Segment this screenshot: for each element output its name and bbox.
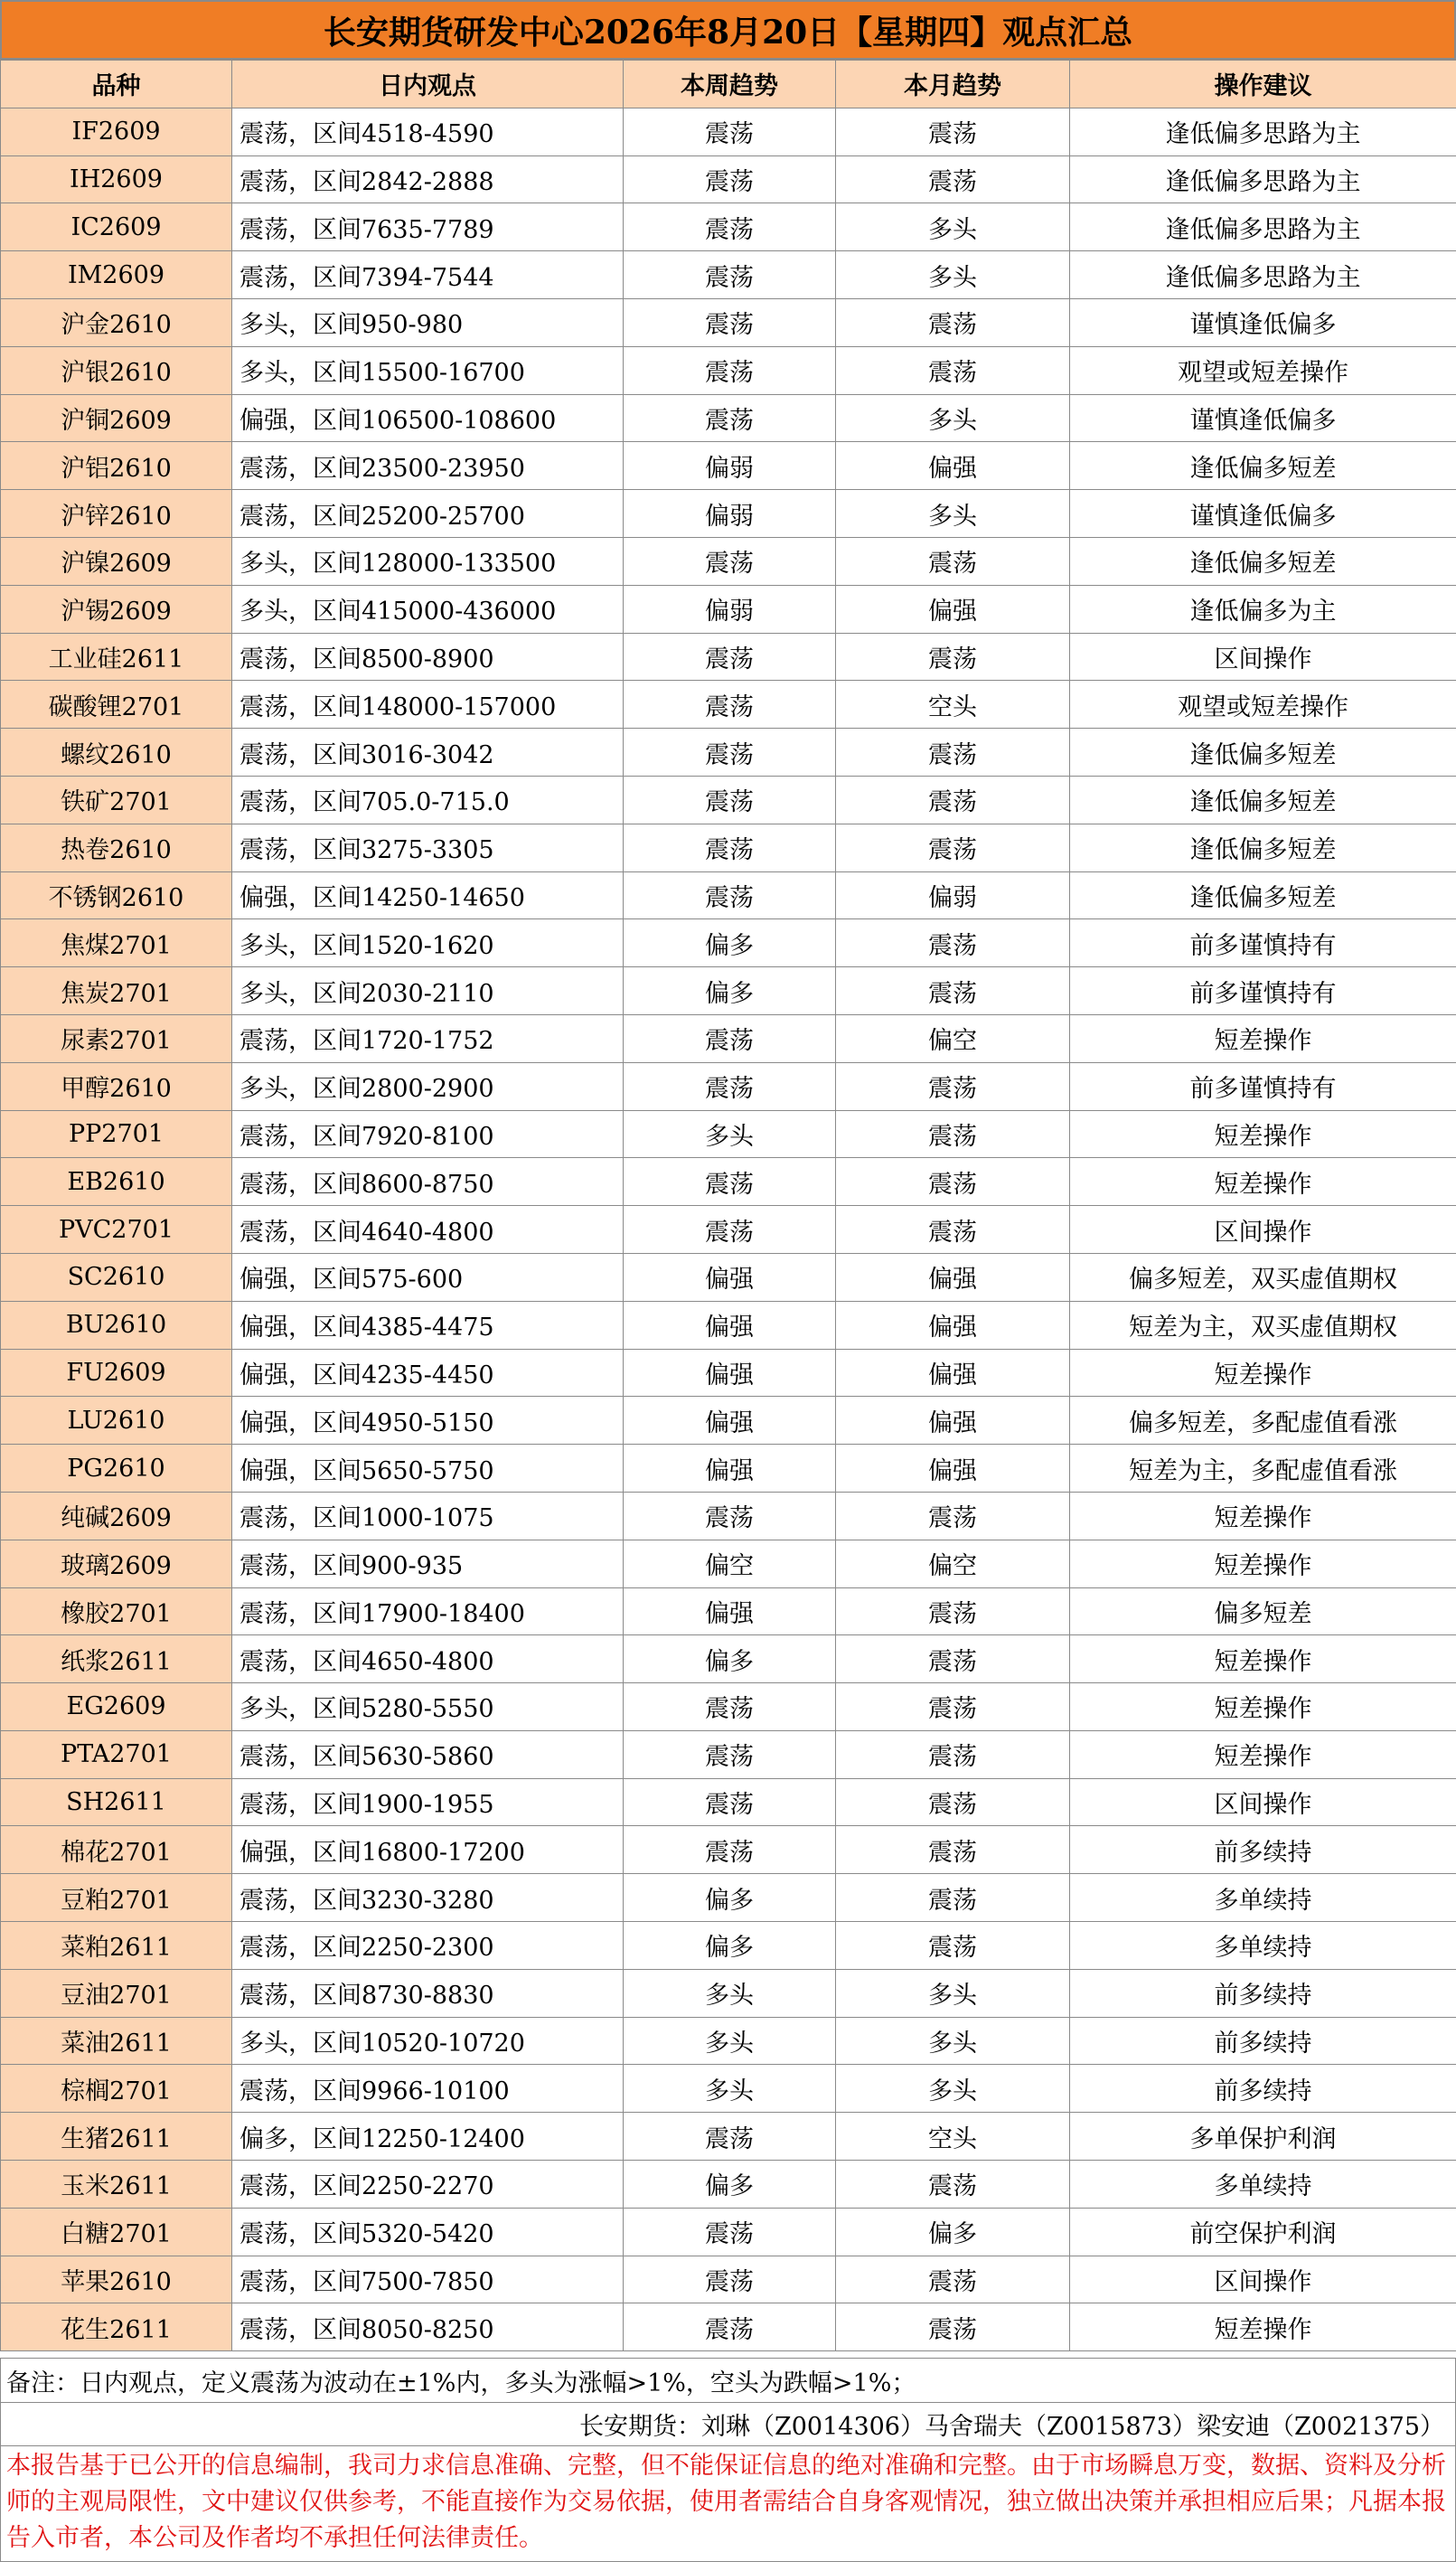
row-weekly-trend: 多头 [624,1969,836,2017]
row-intraday-view: 震荡，区间8500-8900 [232,633,624,681]
row-weekly-trend: 震荡 [624,203,836,251]
table-row [1,824,1456,871]
table-row [1,108,1456,155]
row-monthly-trend: 多头 [836,251,1070,299]
row-advice: 短差操作 [1070,1492,1456,1540]
row-intraday-view: 震荡，区间7635-7789 [232,203,624,251]
table-row [1,633,1456,681]
row-intraday-view: 震荡，区间2842-2888 [232,155,624,203]
row-variety: 棕榈2701 [1,2065,232,2113]
row-advice: 前多谨慎持有 [1070,919,1456,967]
row-advice: 区间操作 [1070,633,1456,681]
table-row [1,919,1456,967]
row-intraday-view: 震荡，区间4650-4800 [232,1635,624,1683]
row-monthly-trend: 震荡 [836,1492,1070,1540]
row-monthly-trend: 偏强 [836,442,1070,490]
row-advice: 前多谨慎持有 [1070,967,1456,1015]
row-advice: 短差操作 [1070,1635,1456,1683]
row-variety: 玻璃2609 [1,1540,232,1587]
row-advice: 多单续持 [1070,2161,1456,2209]
row-weekly-trend: 偏强 [624,1253,836,1301]
row-variety: 碳酸锂2701 [1,681,232,729]
row-intraday-view: 震荡，区间3275-3305 [232,824,624,871]
row-weekly-trend: 震荡 [624,298,836,346]
row-advice: 逢低偏多为主 [1070,585,1456,633]
row-monthly-trend: 震荡 [836,1062,1070,1110]
table-row [1,1587,1456,1635]
row-advice: 前空保护利润 [1070,2208,1456,2256]
row-monthly-trend: 偏强 [836,1445,1070,1493]
row-monthly-trend: 空头 [836,681,1070,729]
table-row [1,585,1456,633]
row-variety: 甲醇2610 [1,1062,232,1110]
row-weekly-trend: 震荡 [624,1206,836,1254]
row-weekly-trend: 偏强 [624,1349,836,1397]
table-row [1,2303,1456,2351]
row-intraday-view: 震荡，区间9966-10100 [232,2065,624,2113]
row-variety: 棉花2701 [1,1826,232,1874]
row-variety: 热卷2610 [1,824,232,871]
row-weekly-trend: 偏多 [624,1874,836,1922]
row-intraday-view: 震荡，区间7394-7544 [232,251,624,299]
row-variety: PP2701 [1,1110,232,1158]
row-intraday-view: 震荡，区间7500-7850 [232,2256,624,2303]
row-variety: 不锈钢2610 [1,871,232,919]
row-intraday-view: 震荡，区间23500-23950 [232,442,624,490]
row-monthly-trend: 震荡 [836,2303,1070,2351]
row-variety: 菜油2611 [1,2017,232,2065]
row-variety: EB2610 [1,1158,232,1206]
row-variety: SH2611 [1,1778,232,1826]
row-weekly-trend: 震荡 [624,2256,836,2303]
row-monthly-trend: 震荡 [836,1730,1070,1778]
row-monthly-trend: 震荡 [836,776,1070,824]
row-weekly-trend: 震荡 [624,1062,836,1110]
row-advice: 偏多短差，双买虚值期权 [1070,1253,1456,1301]
row-advice: 谨慎逢低偏多 [1070,298,1456,346]
row-intraday-view: 震荡，区间1900-1955 [232,1778,624,1826]
row-monthly-trend: 多头 [836,490,1070,538]
row-weekly-trend: 偏强 [624,1445,836,1493]
table-row [1,1778,1456,1826]
row-monthly-trend: 偏弱 [836,871,1070,919]
row-variety: PVC2701 [1,1206,232,1254]
row-advice: 偏多短差，多配虚值看涨 [1070,1397,1456,1445]
table-row [1,2113,1456,2161]
row-advice: 前多续持 [1070,1969,1456,2017]
table-row [1,1635,1456,1683]
row-intraday-view: 震荡，区间1000-1075 [232,1492,624,1540]
row-advice: 前多续持 [1070,2017,1456,2065]
row-monthly-trend: 震荡 [836,919,1070,967]
row-variety: 豆油2701 [1,1969,232,2017]
row-advice: 逢低偏多短差 [1070,729,1456,777]
row-weekly-trend: 震荡 [624,871,836,919]
table-row [1,1445,1456,1493]
row-weekly-trend: 多头 [624,1110,836,1158]
row-monthly-trend: 震荡 [836,1635,1070,1683]
row-variety: IM2609 [1,251,232,299]
row-variety: 花生2611 [1,2303,232,2351]
row-advice: 逢低偏多思路为主 [1070,203,1456,251]
row-intraday-view: 多头，区间2800-2900 [232,1062,624,1110]
row-advice: 谨慎逢低偏多 [1070,394,1456,442]
table-row [1,871,1456,919]
row-advice: 逢低偏多思路为主 [1070,251,1456,299]
row-intraday-view: 偏强，区间4235-4450 [232,1349,624,1397]
row-intraday-view: 震荡，区间705.0-715.0 [232,776,624,824]
table-row [1,1922,1456,1970]
row-variety: 玉米2611 [1,2161,232,2209]
row-monthly-trend: 震荡 [836,155,1070,203]
row-weekly-trend: 震荡 [624,1014,836,1062]
row-weekly-trend: 多头 [624,2017,836,2065]
row-monthly-trend: 多头 [836,2065,1070,2113]
header-intraday-view: 日内观点 [232,61,624,108]
row-advice: 短差操作 [1070,1110,1456,1158]
row-variety: 白糖2701 [1,2208,232,2256]
row-weekly-trend: 震荡 [624,537,836,585]
row-weekly-trend: 偏强 [624,1587,836,1635]
row-monthly-trend: 震荡 [836,1683,1070,1731]
row-intraday-view: 震荡，区间900-935 [232,1540,624,1587]
row-monthly-trend: 震荡 [836,537,1070,585]
table-row [1,1206,1456,1254]
row-advice: 逢低偏多短差 [1070,824,1456,871]
row-weekly-trend: 震荡 [624,2303,836,2351]
row-advice: 多单续持 [1070,1922,1456,1970]
row-advice: 短差操作 [1070,1349,1456,1397]
row-weekly-trend: 震荡 [624,108,836,155]
row-variety: 橡胶2701 [1,1587,232,1635]
table-row [1,967,1456,1015]
row-weekly-trend: 震荡 [624,251,836,299]
row-intraday-view: 多头，区间10520-10720 [232,2017,624,2065]
row-weekly-trend: 震荡 [624,633,836,681]
row-monthly-trend: 偏强 [836,1397,1070,1445]
row-intraday-view: 震荡，区间7920-8100 [232,1110,624,1158]
row-weekly-trend: 震荡 [624,824,836,871]
row-advice: 观望或短差操作 [1070,681,1456,729]
table-row [1,251,1456,299]
row-weekly-trend: 震荡 [624,1826,836,1874]
row-weekly-trend: 偏多 [624,919,836,967]
row-intraday-view: 震荡，区间17900-18400 [232,1587,624,1635]
table-row [1,1110,1456,1158]
row-variety: 工业硅2611 [1,633,232,681]
row-intraday-view: 震荡，区间1720-1752 [232,1014,624,1062]
row-advice: 短差操作 [1070,1014,1456,1062]
table-row [1,1492,1456,1540]
row-monthly-trend: 震荡 [836,1206,1070,1254]
row-intraday-view: 偏强，区间4950-5150 [232,1397,624,1445]
table-row [1,346,1456,394]
table-row [1,681,1456,729]
row-weekly-trend: 偏弱 [624,585,836,633]
header-weekly-trend: 本周趋势 [624,61,836,108]
row-weekly-trend: 震荡 [624,1683,836,1731]
row-weekly-trend: 震荡 [624,394,836,442]
table-row [1,1062,1456,1110]
row-weekly-trend: 偏多 [624,2161,836,2209]
table-row [1,2017,1456,2065]
row-intraday-view: 震荡，区间8730-8830 [232,1969,624,2017]
row-advice: 短差操作 [1070,1683,1456,1731]
table-row [1,394,1456,442]
row-monthly-trend: 多头 [836,394,1070,442]
row-advice: 偏多短差 [1070,1587,1456,1635]
row-monthly-trend: 震荡 [836,633,1070,681]
row-monthly-trend: 震荡 [836,2161,1070,2209]
row-variety: IC2609 [1,203,232,251]
table-row [1,1158,1456,1206]
row-advice: 逢低偏多短差 [1070,537,1456,585]
row-variety: PG2610 [1,1445,232,1493]
row-weekly-trend: 偏强 [624,1397,836,1445]
row-intraday-view: 震荡，区间25200-25700 [232,490,624,538]
row-monthly-trend: 震荡 [836,1778,1070,1826]
row-variety: 沪锡2609 [1,585,232,633]
row-weekly-trend: 震荡 [624,776,836,824]
row-variety: 铁矿2701 [1,776,232,824]
row-monthly-trend: 震荡 [836,346,1070,394]
outlook-table [0,60,1456,2351]
row-intraday-view: 震荡，区间2250-2300 [232,1922,624,1970]
row-intraday-view: 多头，区间5280-5550 [232,1683,624,1731]
row-intraday-view: 偏强，区间5650-5750 [232,1445,624,1493]
table-row [1,776,1456,824]
row-monthly-trend: 空头 [836,2113,1070,2161]
row-advice: 逢低偏多思路为主 [1070,155,1456,203]
row-advice: 短差操作 [1070,2303,1456,2351]
header-variety: 品种 [1,61,232,108]
header-monthly-trend: 本月趋势 [836,61,1070,108]
table-row [1,729,1456,777]
row-monthly-trend: 震荡 [836,2256,1070,2303]
row-intraday-view: 多头，区间950-980 [232,298,624,346]
row-variety: 沪银2610 [1,346,232,394]
table-row [1,203,1456,251]
row-intraday-view: 偏强，区间16800-17200 [232,1826,624,1874]
table-row [1,1253,1456,1301]
row-advice: 短差操作 [1070,1158,1456,1206]
row-monthly-trend: 震荡 [836,967,1070,1015]
table-row [1,2256,1456,2303]
row-variety: 苹果2610 [1,2256,232,2303]
row-advice: 逢低偏多思路为主 [1070,108,1456,155]
row-variety: 沪铜2609 [1,394,232,442]
row-weekly-trend: 偏弱 [624,490,836,538]
row-intraday-view: 震荡，区间3230-3280 [232,1874,624,1922]
row-weekly-trend: 震荡 [624,155,836,203]
row-advice: 短差为主，多配虚值看涨 [1070,1445,1456,1493]
row-variety: 沪铝2610 [1,442,232,490]
row-weekly-trend: 偏弱 [624,442,836,490]
row-intraday-view: 震荡，区间148000-157000 [232,681,624,729]
row-weekly-trend: 震荡 [624,1730,836,1778]
table-row [1,1397,1456,1445]
row-weekly-trend: 偏多 [624,1635,836,1683]
row-intraday-view: 震荡，区间4518-4590 [232,108,624,155]
row-intraday-view: 偏强，区间575-600 [232,1253,624,1301]
row-advice: 区间操作 [1070,1206,1456,1254]
row-variety: EG2609 [1,1683,232,1731]
row-intraday-view: 震荡，区间2250-2270 [232,2161,624,2209]
row-advice: 观望或短差操作 [1070,346,1456,394]
row-variety: 纸浆2611 [1,1635,232,1683]
row-variety: BU2610 [1,1301,232,1349]
table-row [1,2161,1456,2209]
row-advice: 区间操作 [1070,2256,1456,2303]
row-intraday-view: 震荡，区间8600-8750 [232,1158,624,1206]
row-monthly-trend: 偏强 [836,1349,1070,1397]
row-monthly-trend: 偏强 [836,1253,1070,1301]
row-monthly-trend: 偏强 [836,585,1070,633]
row-variety: 焦煤2701 [1,919,232,967]
row-variety: FU2609 [1,1349,232,1397]
row-weekly-trend: 震荡 [624,1158,836,1206]
row-weekly-trend: 偏多 [624,1922,836,1970]
row-monthly-trend: 震荡 [836,108,1070,155]
row-advice: 逢低偏多短差 [1070,871,1456,919]
row-weekly-trend: 震荡 [624,1492,836,1540]
row-weekly-trend: 震荡 [624,346,836,394]
row-intraday-view: 震荡，区间5630-5860 [232,1730,624,1778]
table-row [1,1969,1456,2017]
table-row [1,1683,1456,1731]
authors-line: 长安期货：刘琳（Z0014306）马舍瑞夫（Z0015873）梁安迪（Z0021375） [0,2403,1456,2446]
row-intraday-view: 多头，区间415000-436000 [232,585,624,633]
row-monthly-trend: 多头 [836,2017,1070,2065]
row-weekly-trend: 震荡 [624,681,836,729]
row-weekly-trend: 多头 [624,2065,836,2113]
table-row [1,2065,1456,2113]
row-monthly-trend: 多头 [836,203,1070,251]
row-variety: SC2610 [1,1253,232,1301]
table-row [1,1874,1456,1922]
row-advice: 前多续持 [1070,2065,1456,2113]
row-weekly-trend: 偏强 [624,1301,836,1349]
row-variety: PTA2701 [1,1730,232,1778]
row-intraday-view: 偏强，区间14250-14650 [232,871,624,919]
table-row [1,1540,1456,1587]
row-advice: 短差操作 [1070,1540,1456,1587]
row-intraday-view: 偏强，区间106500-108600 [232,394,624,442]
row-monthly-trend: 偏多 [836,2208,1070,2256]
row-variety: 沪镍2609 [1,537,232,585]
row-advice: 谨慎逢低偏多 [1070,490,1456,538]
row-monthly-trend: 震荡 [836,1922,1070,1970]
table-body [1,108,1456,2350]
table-header-row [1,61,1456,108]
table-row [1,537,1456,585]
table-row [1,1349,1456,1397]
row-intraday-view: 多头，区间15500-16700 [232,346,624,394]
row-weekly-trend: 震荡 [624,729,836,777]
row-intraday-view: 震荡，区间4640-4800 [232,1206,624,1254]
row-weekly-trend: 偏空 [624,1540,836,1587]
row-intraday-view: 震荡，区间8050-8250 [232,2303,624,2351]
row-variety: 尿素2701 [1,1014,232,1062]
report-title: 长安期货研发中心2026年8月20日【星期四】观点汇总 [0,0,1456,60]
row-monthly-trend: 偏空 [836,1540,1070,1587]
row-monthly-trend: 偏强 [836,1301,1070,1349]
row-monthly-trend: 震荡 [836,1874,1070,1922]
row-monthly-trend: 震荡 [836,824,1070,871]
row-weekly-trend: 震荡 [624,1778,836,1826]
row-variety: IH2609 [1,155,232,203]
row-monthly-trend: 震荡 [836,1587,1070,1635]
row-advice: 区间操作 [1070,1778,1456,1826]
row-variety: 焦炭2701 [1,967,232,1015]
disclaimer: 本报告基于已公开的信息编制，我司力求信息准确、完整，但不能保证信息的绝对准确和完整。由于市场瞬息万变，数据、资料及分析师的主观局限性，文中建议仅供参考，不能直接作为交易依据，使用者需结合自身客观情况，独立做出决策并承担相应后果；凡据本报告入市者，本公司及作者均不承担任何法律责任。 [0,2446,1456,2562]
table-row [1,490,1456,538]
row-variety: 纯碱2609 [1,1492,232,1540]
row-monthly-trend: 震荡 [836,1110,1070,1158]
row-intraday-view: 多头，区间1520-1620 [232,919,624,967]
row-variety: LU2610 [1,1397,232,1445]
table-row [1,1826,1456,1874]
row-variety: 生猪2611 [1,2113,232,2161]
row-monthly-trend: 震荡 [836,298,1070,346]
row-variety: 豆粕2701 [1,1874,232,1922]
header-advice: 操作建议 [1070,61,1456,108]
row-weekly-trend: 震荡 [624,2208,836,2256]
row-advice: 逢低偏多短差 [1070,442,1456,490]
row-advice: 逢低偏多短差 [1070,776,1456,824]
row-variety: 沪金2610 [1,298,232,346]
table-row [1,1730,1456,1778]
table-row [1,1014,1456,1062]
row-monthly-trend: 偏空 [836,1014,1070,1062]
row-monthly-trend: 震荡 [836,1826,1070,1874]
row-monthly-trend: 多头 [836,1969,1070,2017]
row-advice: 短差为主，双买虚值期权 [1070,1301,1456,1349]
table-row [1,1301,1456,1349]
row-monthly-trend: 震荡 [836,729,1070,777]
row-variety: 菜粕2611 [1,1922,232,1970]
row-weekly-trend: 偏多 [624,967,836,1015]
row-advice: 前多谨慎持有 [1070,1062,1456,1110]
row-intraday-view: 偏强，区间4385-4475 [232,1301,624,1349]
footnote: 备注：日内观点，定义震荡为波动在±1%内，多头为涨幅>1%，空头为跌幅>1%； [0,2358,1456,2403]
row-intraday-view: 多头，区间128000-133500 [232,537,624,585]
row-variety: 螺纹2610 [1,729,232,777]
row-advice: 多单续持 [1070,1874,1456,1922]
row-intraday-view: 震荡，区间5320-5420 [232,2208,624,2256]
table-row [1,442,1456,490]
row-advice: 多单保护利润 [1070,2113,1456,2161]
table-row [1,298,1456,346]
row-intraday-view: 多头，区间2030-2110 [232,967,624,1015]
row-intraday-view: 偏多，区间12250-12400 [232,2113,624,2161]
row-advice: 前多续持 [1070,1826,1456,1874]
row-weekly-trend: 震荡 [624,2113,836,2161]
row-variety: IF2609 [1,108,232,155]
row-advice: 短差操作 [1070,1730,1456,1778]
table-row [1,155,1456,203]
row-monthly-trend: 震荡 [836,1158,1070,1206]
row-variety: 沪锌2610 [1,490,232,538]
row-intraday-view: 震荡，区间3016-3042 [232,729,624,777]
table-row [1,2208,1456,2256]
